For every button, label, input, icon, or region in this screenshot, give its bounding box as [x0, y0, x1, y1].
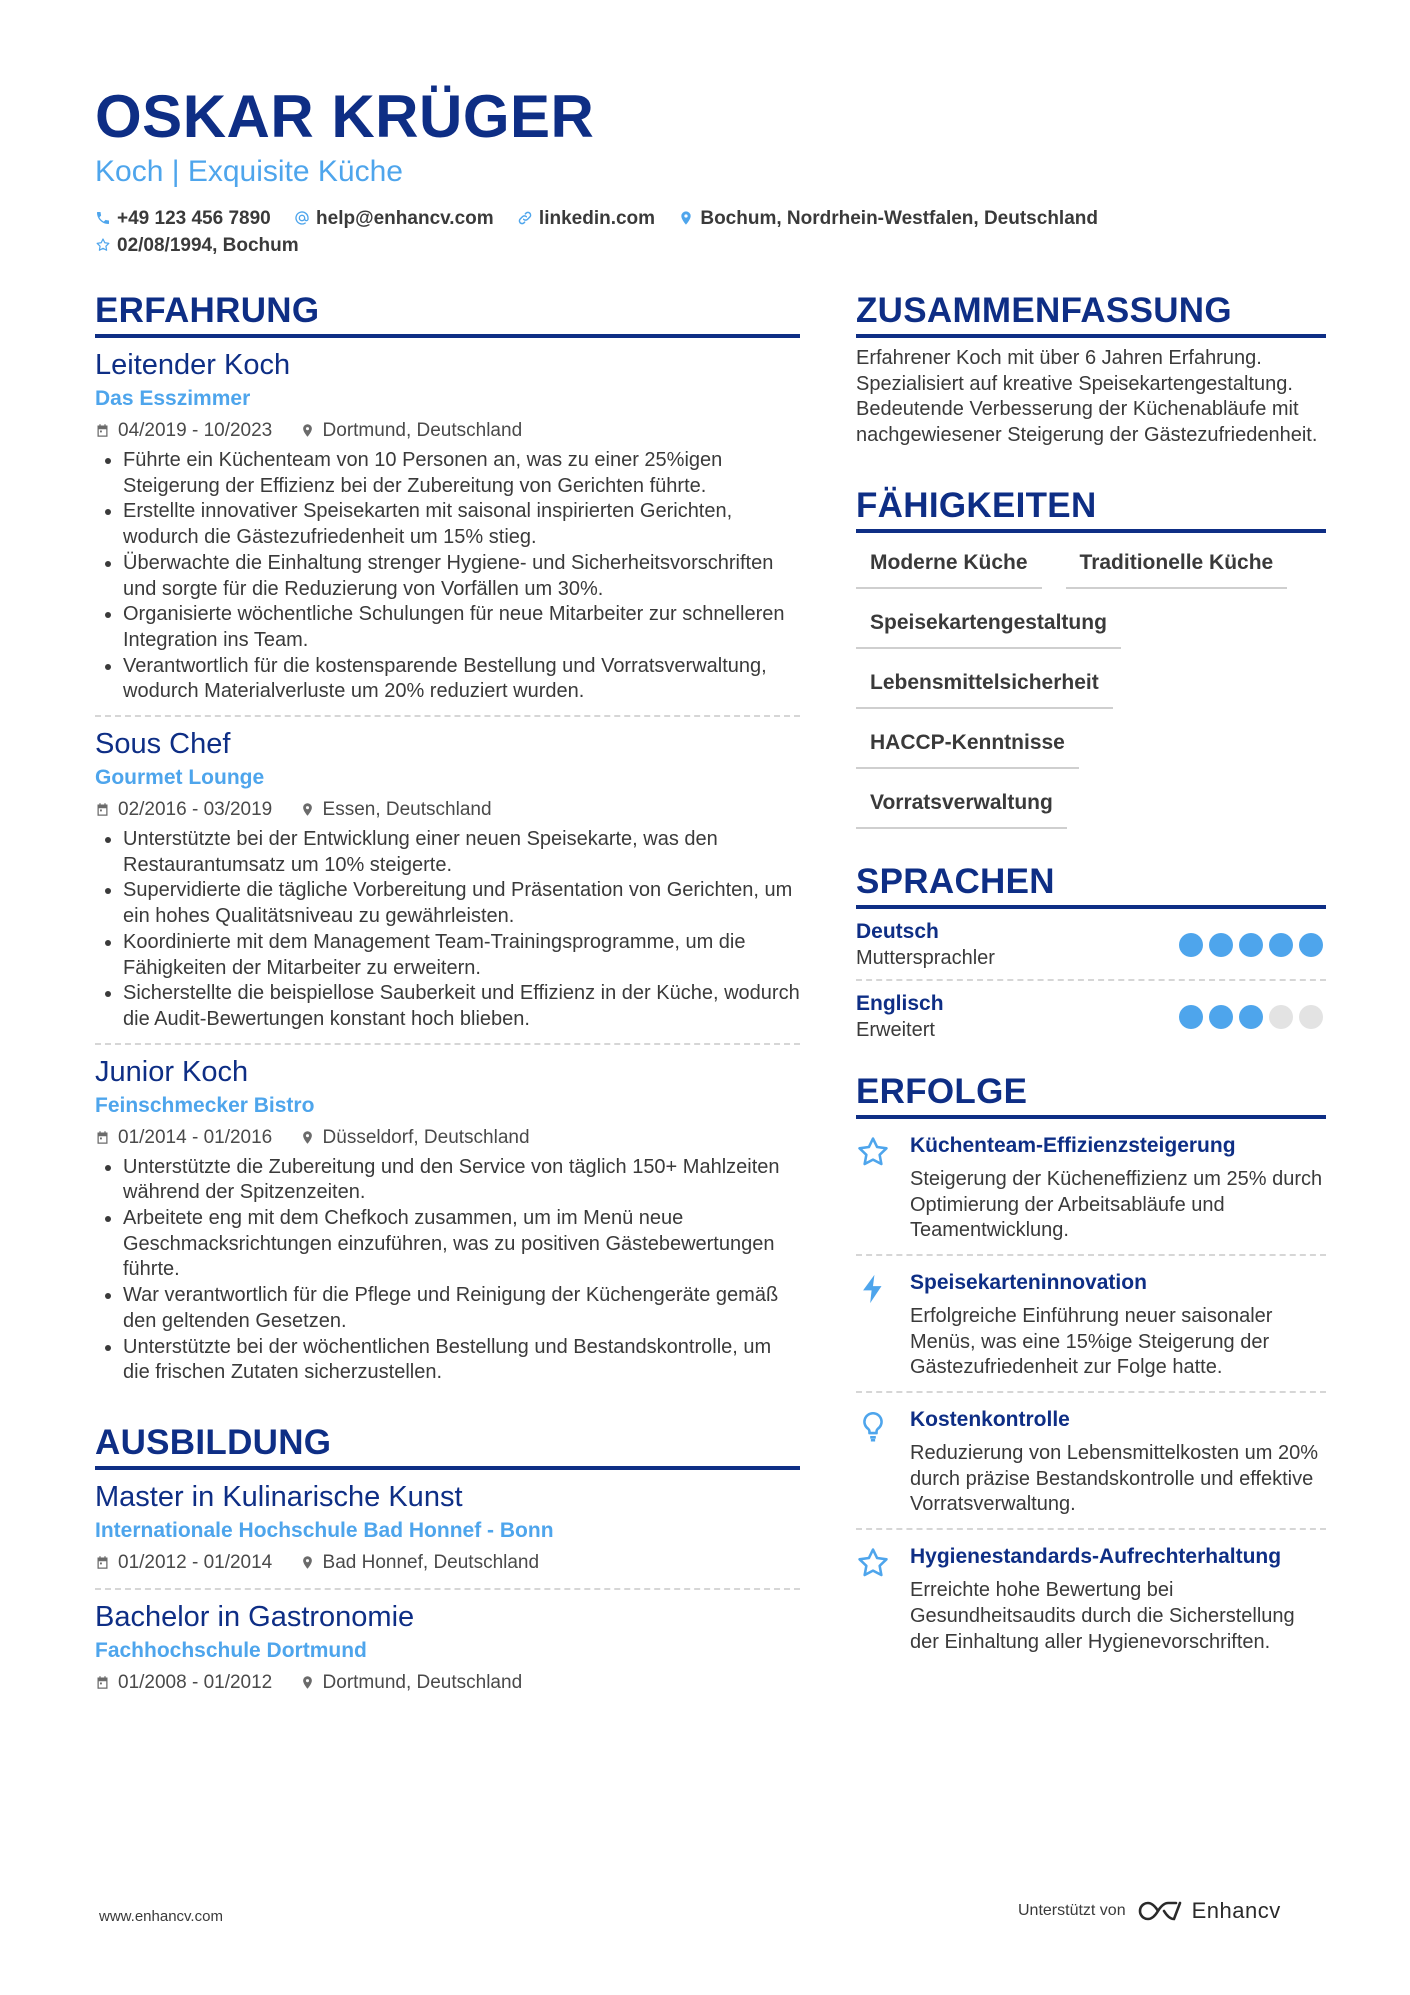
job-dates: 04/2019 - 10/2023 [118, 420, 273, 441]
phone-icon [95, 210, 111, 226]
rating-dot-filled [1209, 933, 1233, 957]
education-heading: AUSBILDUNG [95, 1422, 800, 1470]
candidate-title: Koch | Exquisite Küche [95, 155, 403, 188]
bolt-icon [856, 1272, 890, 1306]
education-meta [95, 1668, 800, 1698]
job-company: Das Esszimmer [95, 387, 251, 410]
map-pin-icon [300, 1675, 315, 1690]
bullet: • Sicherstellte die beispiellose Sauberkeit und Effizienz in der Küche, wodurch die Audit-Bewertungen konstant hoch blieben. [123, 981, 800, 1032]
rating-dot-filled [1179, 933, 1203, 957]
achievement-item [856, 1530, 1326, 1665]
experience-heading: ERFAHRUNG [95, 290, 800, 338]
language-rating [1173, 933, 1323, 957]
linkedin-text: linkedin.com [538, 208, 656, 229]
bullet: • Verantwortlich für die kostensparende Bestellung und Vorratsverwaltung, wodurch Materialverluste um 20% reduziert wurden. [123, 654, 800, 705]
phone-text: +49 123 456 7890 [117, 208, 271, 229]
education-entry [95, 1470, 800, 1590]
achievement-title: Speisekarteninnovation [910, 1270, 1147, 1294]
achievement-title: Hygienestandards-Aufrechterhaltung [910, 1545, 1282, 1569]
job-location: Dortmund, Deutschland [322, 420, 523, 441]
summary-heading: ZUSAMMENFASSUNG [856, 290, 1326, 338]
education-dates: 01/2012 - 01/2014 [118, 1551, 273, 1573]
skill-tag: Lebensmittelsicherheit [856, 667, 1113, 709]
map-pin-icon [300, 1130, 315, 1145]
job-bullets [95, 448, 800, 705]
achievement-item [856, 1119, 1326, 1256]
education-entry [95, 1590, 800, 1708]
contact-location [678, 205, 1098, 232]
language-name: Englisch [856, 991, 944, 1015]
skill-tag: Traditionelle Küche [1066, 547, 1288, 589]
lightbulb-icon [856, 1409, 890, 1443]
rating-dot-filled [1269, 933, 1293, 957]
bullet: • War verantwortlich für die Pflege und Reinigung der Küchengeräte gemäß den geltenden Gesetzen. [123, 1283, 800, 1334]
experience-entry [95, 338, 800, 717]
rating-dot-filled [1239, 1005, 1263, 1029]
degree: Bachelor in Gastronomie [95, 1600, 415, 1633]
right-column [856, 290, 1326, 1665]
school: Internationale Hochschule Bad Honnef - Bonn [95, 1518, 554, 1542]
summary-text: Erfahrener Koch mit über 6 Jahren Erfahrung. Spezialisiert auf kreative Speisekartengestaltung. Bedeutende Verbesserung der Küchenabläufe mit nachgewiesener Steigerung der Gästezufriedenheit. [856, 347, 1318, 447]
calendar-icon [95, 1675, 110, 1690]
skills-heading: FÄHIGKEITEN [856, 485, 1326, 533]
contact-birth [95, 232, 299, 259]
map-pin-icon [300, 1555, 315, 1570]
contact-phone[interactable] [95, 205, 271, 232]
map-pin-icon [300, 423, 315, 438]
bullet: • Organisierte wöchentliche Schulungen für neue Mitarbeiter zur schnelleren Integration ins Team. [123, 602, 800, 653]
language-level: Erweitert [856, 1018, 935, 1041]
achievement-item [856, 1256, 1326, 1393]
job-role: Leitender Koch [95, 349, 291, 381]
experience-entry [95, 1045, 800, 1396]
calendar-icon [95, 1130, 110, 1145]
rating-dot-empty [1299, 1005, 1323, 1029]
location-text: Bochum, Nordrhein-Westfalen, Deutschland [700, 208, 1098, 229]
job-role: Junior Koch [95, 1055, 249, 1088]
language-row [856, 909, 1326, 981]
brand-name: Enhancv [1191, 1898, 1281, 1923]
left-column [95, 290, 800, 1708]
footer-website[interactable]: www.enhancv.com [99, 1908, 223, 1925]
school: Fachhochschule Dortmund [95, 1638, 367, 1662]
rating-dot-empty [1269, 1005, 1293, 1029]
achievement-title: Kostenkontrolle [910, 1408, 1070, 1432]
achievement-title: Küchenteam-Effizienzsteigerung [910, 1133, 1236, 1157]
bullet: • Überwachte die Einhaltung strenger Hygiene- und Sicherheitsvorschriften und sorgte für die Reduzierung von Vorfällen um 30%. [123, 551, 800, 602]
map-pin-icon [678, 210, 694, 226]
achievement-item [856, 1393, 1326, 1530]
skills-list [856, 547, 1326, 847]
contact-bar [95, 205, 1335, 259]
map-pin-icon [300, 802, 315, 817]
rating-dot-filled [1179, 1005, 1203, 1029]
job-dates: 02/2016 - 03/2019 [118, 799, 273, 821]
contact-email[interactable] [294, 205, 494, 232]
footer-branding [1018, 1898, 1281, 1924]
bullet: • Erstellte innovativer Speisekarten mit saisonal inspirierten Gerichten, wodurch die Gästezufriedenheit um 15% stieg. [123, 499, 800, 550]
job-company: Feinschmecker Bistro [95, 1093, 315, 1117]
bullet: • Unterstützte bei der Entwicklung einer neuen Speisekarte, was den Restaurantumsatz um 10% steigerte. [123, 827, 800, 878]
bullet: • Arbeitete eng mit dem Chefkoch zusammen, um im Menü neue Geschmacksrichtungen einzuführen, was zu positiven Gästebewertungen führte. [123, 1206, 800, 1283]
contact-linkedin[interactable] [517, 205, 655, 232]
calendar-icon [95, 423, 110, 438]
star-icon [856, 1135, 890, 1169]
skill-tag: HACCP-Kenntnisse [856, 727, 1079, 769]
powered-by-text: Unterstützt von [1018, 1902, 1126, 1919]
job-bullets [95, 1155, 800, 1386]
job-meta [95, 795, 800, 825]
email-text: help@enhancv.com [316, 208, 494, 229]
star-icon [856, 1546, 890, 1580]
skill-tag: Vorratsverwaltung [856, 787, 1067, 829]
bullet: • Koordinierte mit dem Management Team-Trainingsprogramme, um die Fähigkeiten der Mitarbeiter zu erweitern. [123, 930, 800, 981]
achievements-list [856, 1119, 1326, 1665]
achievement-desc: Steigerung der Kücheneffizienz um 25% durch Optimierung der Arbeitsabläufe und Teamentwicklung. [910, 1167, 1323, 1242]
job-bullets [95, 827, 800, 1033]
achievements-heading: ERFOLGE [856, 1071, 1326, 1119]
skill-tag: Moderne Küche [856, 547, 1042, 589]
languages-list [856, 909, 1326, 1051]
job-meta [95, 1123, 800, 1153]
language-row [856, 981, 1326, 1051]
degree: Master in Kulinarische Kunst [95, 1480, 463, 1513]
job-meta [95, 416, 800, 446]
link-icon [517, 210, 533, 226]
birth-text: 02/08/1994, Bochum [117, 235, 299, 256]
rating-dot-filled [1299, 933, 1323, 957]
bullet: • Unterstützte bei der wöchentlichen Bestellung und Bestandskontrolle, um die frischen Zutaten sicherzustellen. [123, 1335, 800, 1386]
candidate-name: OSKAR KRÜGER [95, 83, 595, 150]
achievement-desc: Erfolgreiche Einführung neuer saisonaler Menüs, was eine 15%ige Steigerung der Gästezufriedenheit zur Folge hatte. [910, 1304, 1273, 1379]
language-name: Deutsch [856, 919, 939, 943]
achievement-desc: Reduzierung von Lebensmittelkosten um 20% durch präzise Bestandskontrolle und effektive Vorratsverwaltung. [910, 1442, 1319, 1516]
education-location: Dortmund, Deutschland [322, 1671, 523, 1693]
language-rating [1173, 1005, 1323, 1029]
enhancv-logo-icon [1138, 1898, 1184, 1924]
star-outline-icon [95, 237, 111, 253]
education-meta [95, 1548, 800, 1578]
education-dates: 01/2008 - 01/2012 [118, 1671, 273, 1693]
bullet: • Unterstützte die Zubereitung und den Service von täglich 150+ Mahlzeiten während der Spitzenzeiten. [123, 1155, 800, 1206]
calendar-icon [95, 802, 110, 817]
skill-tag: Speisekartengestaltung [856, 607, 1121, 649]
rating-dot-filled [1209, 1005, 1233, 1029]
languages-heading: SPRACHEN [856, 861, 1326, 909]
at-icon [294, 210, 310, 226]
education-location: Bad Honnef, Deutschland [322, 1551, 540, 1573]
experience-entry [95, 717, 800, 1045]
job-location: Düsseldorf, Deutschland [322, 1126, 530, 1148]
job-company: Gourmet Lounge [95, 766, 265, 790]
achievement-desc: Erreichte hohe Bewertung bei Gesundheitsaudits durch die Sicherstellung der Einhaltung aller Hygienevorschriften. [910, 1579, 1295, 1653]
job-role: Sous Chef [95, 728, 231, 761]
rating-dot-filled [1239, 933, 1263, 957]
job-location: Essen, Deutschland [322, 799, 492, 821]
language-level: Muttersprachler [856, 946, 995, 969]
bullet: • Führte ein Küchenteam von 10 Personen an, was zu einer 25%igen Steigerung der Effizienz bei der Zubereitung von Gerichten führte. [123, 448, 800, 499]
job-dates: 01/2014 - 01/2016 [118, 1126, 273, 1148]
bullet: • Supervidierte die tägliche Vorbereitung und Präsentation von Gerichten, um ein hohes Qualitätsniveau zu gewährleisten. [123, 878, 800, 929]
calendar-icon [95, 1555, 110, 1570]
